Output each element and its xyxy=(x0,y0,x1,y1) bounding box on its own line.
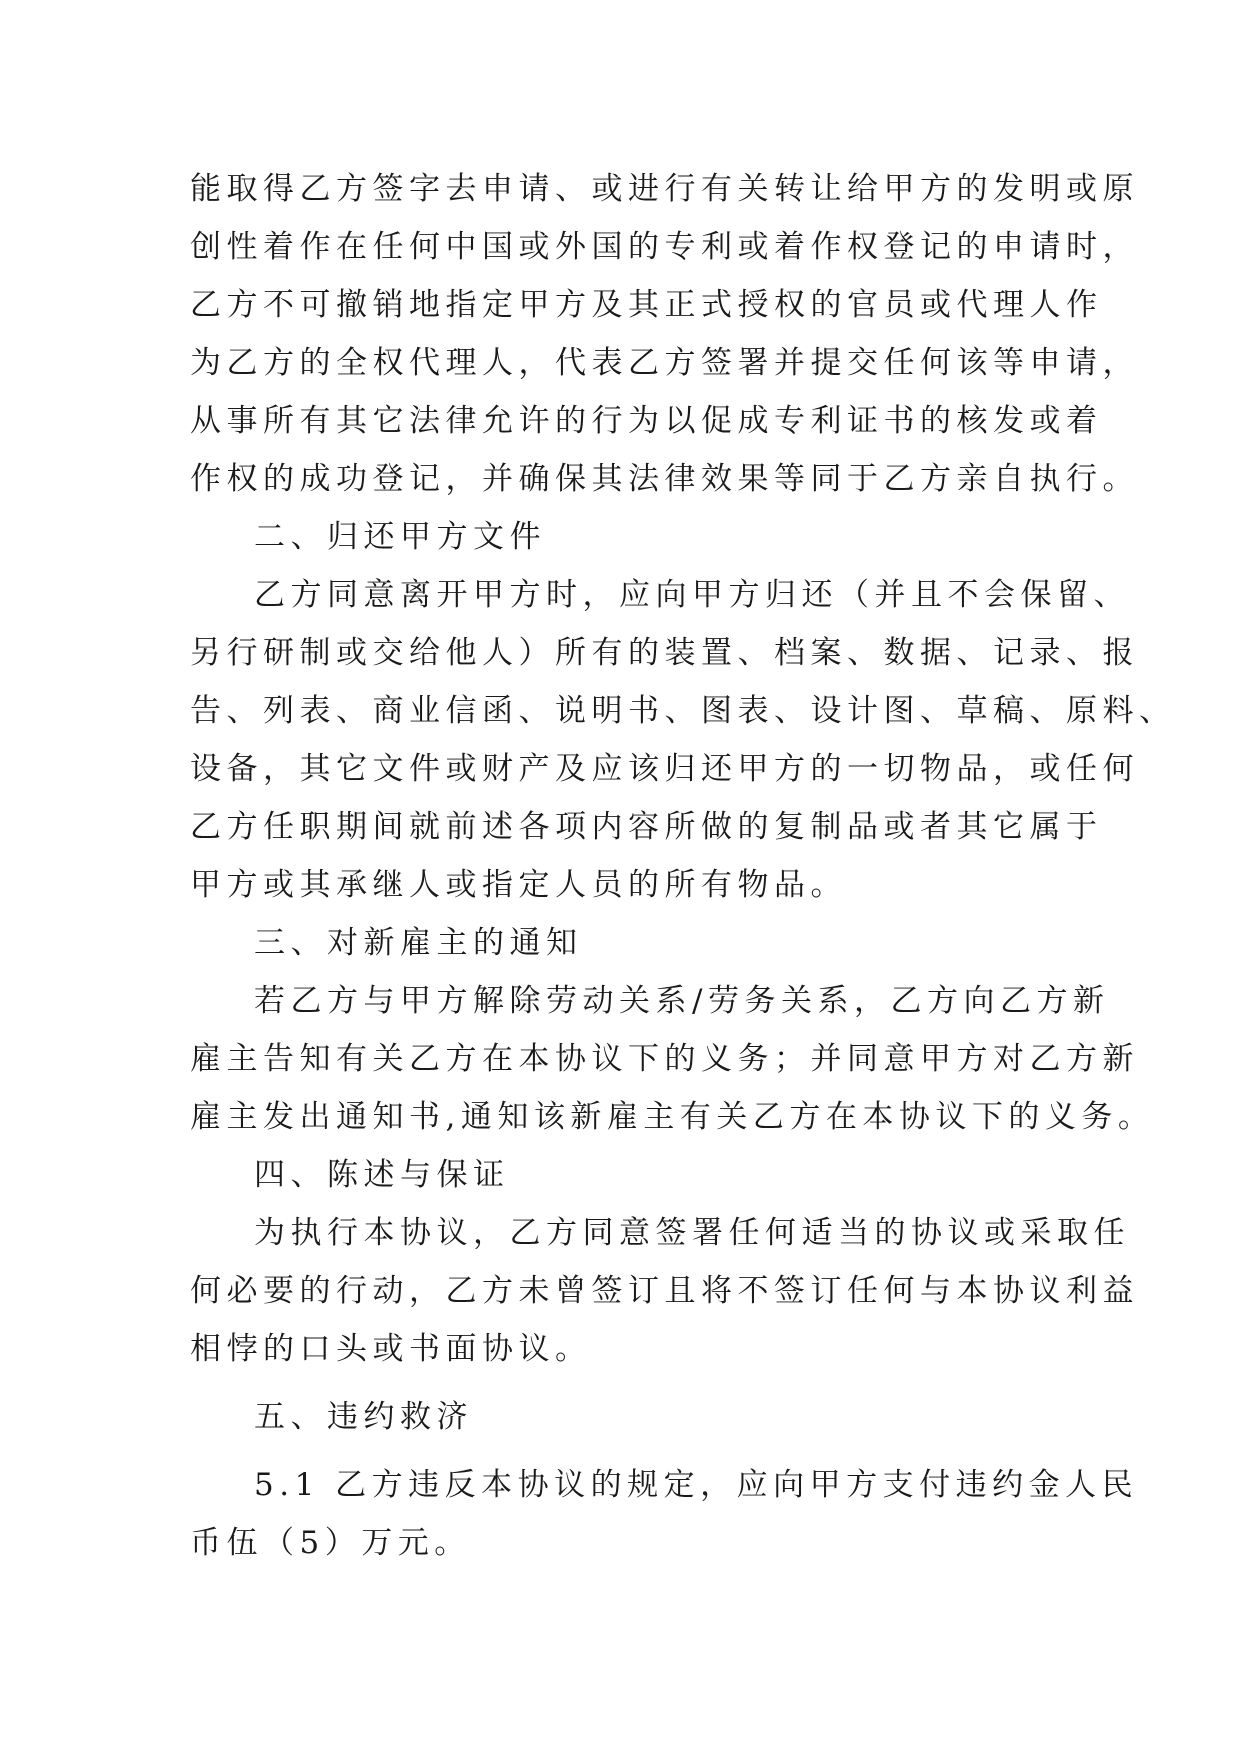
text-line: 为执行本协议，乙方同意签署任何适当的协议或采取任 xyxy=(254,1215,1130,1251)
section-heading-4: 四、陈述与保证 xyxy=(254,1157,510,1193)
document-body xyxy=(190,160,1176,1572)
text-line: 乙方任职期间就前述各项内容所做的复制品或者其它属于 xyxy=(190,809,1103,845)
text-line: 甲方或其承继人或指定人员的所有物品。 xyxy=(190,867,847,903)
paragraph-continuation xyxy=(190,160,1139,508)
text-line: 另行研制或交给他人）所有的装置、档案、数据、记录、报 xyxy=(190,635,1139,671)
text-line: 币伍（5）万元。 xyxy=(190,1525,471,1561)
text-line: 5.1 乙方违反本协议的规定，应向甲方支付违约金人民 xyxy=(254,1467,1139,1503)
text-line: 从事所有其它法律允许的行为以促成专利证书的核发或着 xyxy=(190,403,1103,439)
text-line: 能取得乙方签字去申请、或进行有关转让给甲方的发明或原 xyxy=(190,171,1139,207)
text-line: 为乙方的全权代理人，代表乙方签署并提交任何该等申请， xyxy=(190,345,1139,381)
paragraph-section-4 xyxy=(190,1204,1139,1378)
section-heading-5: 五、违约救济 xyxy=(254,1399,473,1435)
text-line: 若乙方与甲方解除劳动关系/劳务关系，乙方向乙方新 xyxy=(254,983,1110,1019)
text-line: 相悖的口头或书面协议。 xyxy=(190,1331,592,1367)
section-heading-3: 三、对新雇主的通知 xyxy=(254,925,583,961)
text-line: 作权的成功登记，并确保其法律效果等同于乙方亲自执行。 xyxy=(190,461,1139,497)
text-line: 乙方不可撤销地指定甲方及其正式授权的官员或代理人作 xyxy=(190,287,1103,323)
section-heading-2: 二、归还甲方文件 xyxy=(254,519,546,555)
text-line: 乙方同意离开甲方时，应向甲方归还（并且不会保留、 xyxy=(254,577,1130,613)
text-line: 雇主发出通知书,通知该新雇主有关乙方在本协议下的义务。 xyxy=(190,1099,1155,1135)
text-line: 何必要的行动，乙方未曾签订且将不签订任何与本协议利益 xyxy=(190,1273,1139,1309)
paragraph-section-5 xyxy=(190,1456,1139,1572)
paragraph-section-2 xyxy=(190,566,1176,914)
text-line: 设备，其它文件或财产及应该归还甲方的一切物品，或任何 xyxy=(190,751,1139,787)
text-line: 告、列表、商业信函、说明书、图表、设计图、草稿、原料、 xyxy=(190,693,1176,729)
text-line: 雇主告知有关乙方在本协议下的义务；并同意甲方对乙方新 xyxy=(190,1041,1139,1077)
text-line: 创性着作在任何中国或外国的专利或着作权登记的申请时， xyxy=(190,229,1139,265)
paragraph-section-3 xyxy=(190,972,1155,1146)
spacer xyxy=(190,1378,1050,1388)
spacer xyxy=(190,1446,1050,1456)
